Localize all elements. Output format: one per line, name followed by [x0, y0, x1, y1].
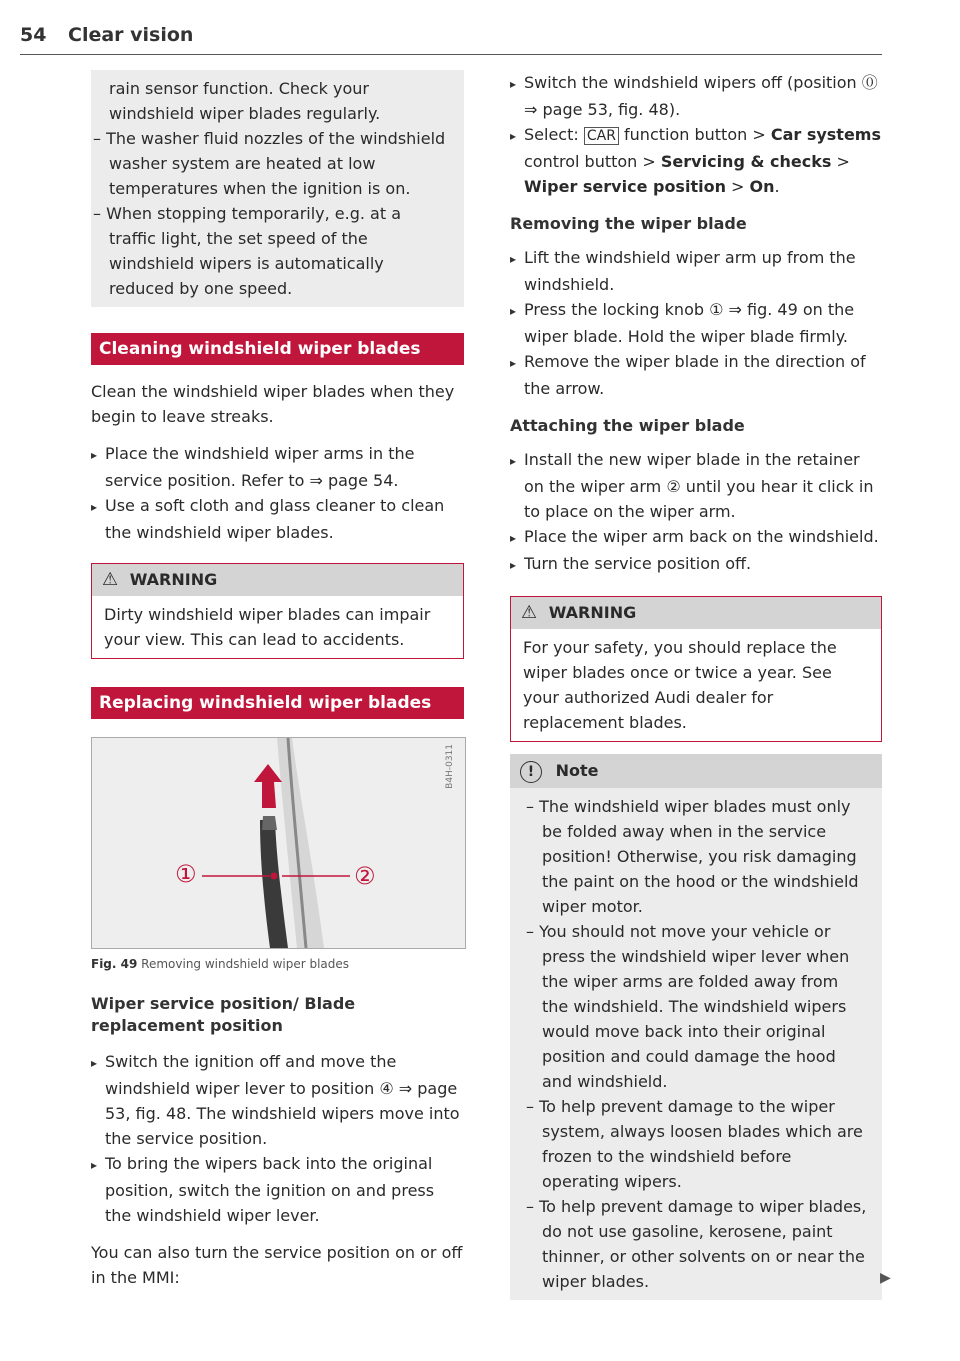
subheading-service-position: Wiper service position/ Blade replacement position [91, 994, 356, 1035]
menu-servicing: Servicing & checks [660, 152, 832, 171]
intro-box [91, 70, 464, 307]
warning-text: Dirty windshield wiper blades can impair your view. This can lead to accidents. [104, 605, 431, 649]
menu-wiper-service: Wiper service position [524, 177, 726, 196]
caption-text: Removing windshield wiper blades [141, 957, 350, 971]
note-title: Note [555, 761, 599, 780]
paragraph: Clean the windshield wiper blades when they begin to leave streaks. [91, 382, 455, 426]
note-body [510, 788, 882, 1300]
callout-2: ② [354, 862, 376, 890]
warning-triangle-icon: ⚠ [102, 569, 119, 590]
warning-text: For your safety, you should replace the wiper blades once or twice a year. See your authorized Audi dealer for replacement blades. [523, 638, 837, 732]
left-column [91, 70, 464, 1290]
car-key-label: CAR [584, 127, 619, 145]
step-item: ▸ Press the locking knob ① ⇒ fig. 49 on the wiper blade. Hold the wiper blade firmly. [510, 297, 882, 349]
note-item: – The windshield wiper blades must only be folded away when in the service position! Otherwise, you risk damaging the paint on the hood or the windshield wiper motor. [526, 797, 859, 916]
select-sep: > [725, 177, 750, 196]
step-item: ▸ Remove the wiper blade in the direction of the arrow. [510, 349, 882, 401]
select-text: function button > [618, 125, 771, 144]
warning-header [511, 597, 881, 629]
step-item-select [510, 122, 882, 199]
step-item: ▸ Place the windshield wiper arms in the service position. Refer to ⇒ page 54. [91, 441, 464, 493]
step-item: ▸ Place the wiper arm back on the windshield. [510, 524, 882, 551]
step-item: ▸ Lift the windshield wiper arm up from the windshield. [510, 245, 882, 297]
select-end: . [774, 177, 780, 196]
intro-line: rain sensor function. Check your windshield wiper blades regularly. [109, 79, 381, 123]
subheading-removing: Removing the wiper blade [510, 214, 747, 233]
callout-1: ① [175, 860, 197, 888]
warning-title: WARNING [129, 570, 218, 589]
note-item: – You should not move your vehicle or press the windshield wiper lever when the wiper arms are folded away from the windshield. The windshield wipers would move back into their original position and could damage the hood and windshield. [526, 922, 850, 1091]
figure-wiper-blade [91, 737, 466, 949]
step-item: ▸ Use a soft cloth and glass cleaner to clean the windshield wiper blades. [91, 493, 464, 545]
right-column [510, 70, 882, 1300]
paragraph: You can also turn the service position on or off in the MMI: [91, 1243, 463, 1287]
section-heading-cleaning: Cleaning windshield wiper blades [91, 333, 464, 365]
menu-on: On [749, 177, 775, 196]
caption-label: Fig. 49 [91, 957, 138, 971]
page-header [20, 22, 882, 55]
dash-item: – The washer fluid nozzles of the windshield washer system are heated at low temperatures when the ignition is on. [93, 129, 446, 198]
section-heading-replacing: Replacing windshield wiper blades [91, 687, 464, 719]
continue-arrow-icon: ▶ [880, 1270, 891, 1286]
step-item: ▸ Switch the windshield wipers off (position ⓪ ⇒ page 53, fig. 48). [510, 70, 882, 122]
warning-box [91, 563, 464, 659]
dash-item: – When stopping temporarily, e.g. at a traffic light, the set speed of the windshield wipers is automatically reduced by one speed. [93, 204, 402, 298]
wiper-illustration [92, 738, 465, 948]
note-box [510, 754, 882, 1300]
warning-header [92, 564, 463, 596]
section-title: Clear vision [68, 24, 194, 46]
warning-box [510, 596, 882, 742]
note-item: – To help prevent damage to the wiper system, always loosen blades which are frozen to the windshield before operating wipers. [526, 1097, 863, 1191]
step-item: ▸ Switch the ignition off and move the windshield wiper lever to position ④ ⇒ page 53, fig. 48. The windshield wipers move into the service position. [91, 1049, 464, 1151]
figure-code: B4H-0311 [445, 744, 455, 789]
warning-triangle-icon: ⚠ [521, 602, 538, 623]
select-prefix: Select: [524, 125, 584, 144]
select-text: control button > [524, 152, 661, 171]
page-number: 54 [20, 24, 47, 46]
step-item: ▸ Turn the service position off. [510, 551, 882, 578]
select-sep: > [831, 152, 850, 171]
subheading-attaching: Attaching the wiper blade [510, 416, 745, 435]
step-item: ▸ To bring the wipers back into the original position, switch the ignition on and press the windshield wiper lever. [91, 1151, 464, 1228]
menu-car-systems: Car systems [770, 125, 881, 144]
note-header [510, 754, 882, 788]
step-item: ▸ Install the new wiper blade in the retainer on the wiper arm ② until you hear it click in to place on the wiper arm. [510, 447, 882, 524]
note-item: – To help prevent damage to wiper blades, do not use gasoline, kerosene, paint thinner, or other solvents on or near the wiper blades. [526, 1197, 867, 1291]
note-info-icon: ! [520, 761, 542, 783]
figure-caption [91, 955, 464, 973]
warning-title: WARNING [548, 603, 637, 622]
